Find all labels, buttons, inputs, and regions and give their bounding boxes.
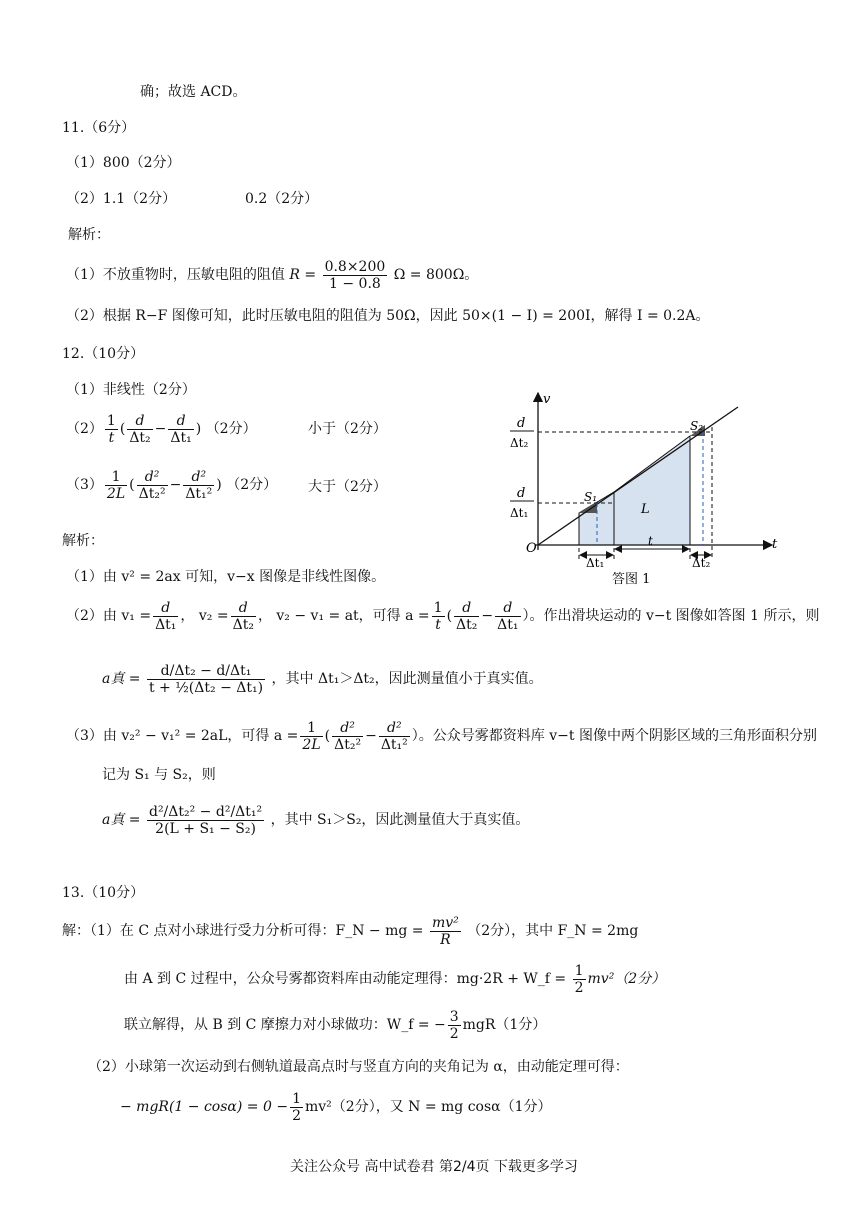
q12-e2-post: ）。作出滑块运动的 v−t 图像如答图 1 所示，则 bbox=[522, 608, 820, 624]
q13-step-2 bbox=[124, 960, 665, 998]
fraction bbox=[379, 720, 410, 753]
fraction-denominator: t + ½(Δt₂ − Δt₁) bbox=[148, 679, 264, 696]
fraction-numerator: d bbox=[495, 600, 520, 617]
q13-step-1 bbox=[62, 912, 638, 950]
q13-s2-post: mv²（2分） bbox=[587, 971, 666, 987]
fraction bbox=[127, 413, 152, 446]
q11-explain-1 bbox=[66, 258, 478, 292]
q13-s2-pre: 由 A 到 C 过程中，公众号雾都资料库由动能定理得：mg·2R + W_f = bbox=[124, 971, 567, 987]
fraction-denominator: Δt₁² bbox=[380, 736, 408, 753]
fraction bbox=[448, 1009, 461, 1042]
fraction bbox=[105, 413, 118, 446]
fraction bbox=[332, 720, 363, 753]
q12-e2-pre: （2）由 v₁ = bbox=[66, 608, 152, 624]
fraction bbox=[231, 600, 256, 633]
q11-answer-1: （1）800（2分） bbox=[66, 155, 181, 171]
fraction-denominator: Δt₂ bbox=[129, 429, 151, 446]
fraction bbox=[137, 469, 168, 502]
q11-analysis-label: 解析： bbox=[68, 227, 110, 243]
fraction-denominator: Δt₁ bbox=[497, 616, 519, 633]
fraction-denominator: 2 bbox=[292, 1107, 301, 1124]
fraction-numerator: 1 bbox=[105, 469, 127, 486]
fraction bbox=[430, 915, 461, 948]
fraction bbox=[105, 469, 127, 502]
fraction bbox=[153, 600, 178, 633]
fraction-numerator: 1 bbox=[292, 1090, 301, 1107]
fraction-numerator: d² bbox=[137, 469, 168, 486]
d-bot-label: d bbox=[517, 486, 526, 501]
fraction-numerator: mv² bbox=[431, 914, 459, 931]
q12-answer-3: （3） $\frac{1}{2L}$ ( $\frac{\text{d²}}{\text{Δt₂²}}$ − $\frac{\text{d²}}{\text{Δt₁²}}$ ) （2分） bbox=[66, 468, 278, 502]
fraction-numerator: d² bbox=[183, 469, 214, 486]
q11-answer-2a: （2）1.1（2分） bbox=[66, 191, 177, 207]
q12-explain-3b: 记为 S₁ 与 S₂，则 bbox=[102, 767, 216, 783]
q12-e3-pre: （3）由 v₂² − v₁² = 2aL，可得 a = bbox=[66, 728, 299, 744]
fraction bbox=[290, 1091, 303, 1124]
q13-step-5 bbox=[120, 1088, 552, 1126]
fraction-denominator: Δt₁ bbox=[155, 616, 177, 633]
q12-e3c-post: ，其中 S₁＞S₂，因此测量值大于真实值。 bbox=[270, 812, 530, 828]
q12-e2-mid2: ， v₂ − v₁ = at，可得 a = bbox=[257, 608, 430, 624]
q12-a3-post: （2分） bbox=[226, 477, 278, 493]
s1-label: S₁ bbox=[584, 490, 598, 504]
q13-s1-pre: 解：（1）在 C 点对小球进行受力分析可得：F_N − mg = bbox=[62, 923, 424, 939]
fraction-denominator: 2 bbox=[449, 1025, 459, 1042]
fraction-denominator: R bbox=[440, 931, 451, 948]
fraction-denominator: t bbox=[108, 429, 115, 446]
q12-answer-1: （1）非线性（2分） bbox=[66, 382, 196, 398]
fraction bbox=[573, 963, 586, 996]
fraction bbox=[300, 720, 322, 753]
q11-e1-pre: （1）不放重物时，压敏电阻的阻值 bbox=[66, 267, 285, 283]
fraction-numerator: d/Δt₂ − d/Δt₁ bbox=[147, 663, 265, 680]
fraction bbox=[147, 663, 265, 696]
fraction-denominator: t bbox=[435, 616, 441, 633]
q12-e2b-post: ，其中 Δt₁＞Δt₂，因此测量值小于真实值。 bbox=[271, 671, 543, 687]
shaded-region-L bbox=[614, 436, 690, 545]
fraction-numerator: d bbox=[168, 413, 193, 430]
q13-title: 13.（10分） bbox=[62, 885, 145, 901]
q13-step-3 bbox=[124, 1006, 546, 1044]
q11-e1-post: Ω = 800Ω。 bbox=[393, 267, 479, 283]
fraction bbox=[168, 413, 193, 446]
fraction-numerator: 1 bbox=[300, 720, 322, 737]
fraction bbox=[183, 469, 214, 502]
figure-caption: 答图 1 bbox=[612, 572, 651, 587]
q12-explain-2: （2）由 v₁ = $\frac{d}{\text{Δt₁}}$ ， v₂ = $\frac{d}{\text{Δt₂}}$ ， v₂ − v₁ = at，可得 a = $\frac{1}{t}$ ( $\frac{d}{\text{Δt₂}}$ − $\frac{d}{\text{Δt₁}}$ ）。作出滑块运动的 v−t 图像如答图 1 所示，则 bbox=[66, 599, 820, 633]
q13-s5-pre: − mgR(1 − cosα) = 0 − bbox=[120, 1099, 289, 1115]
dt1-left-label: Δt₁ bbox=[510, 506, 529, 520]
dt1-bottom-label: Δt₁ bbox=[586, 556, 605, 570]
v-axis-label: v bbox=[543, 392, 551, 407]
q11-answer-2b: 0.2（2分） bbox=[245, 191, 319, 207]
fraction-denominator: Δt₂² bbox=[138, 485, 166, 502]
fraction-denominator: Δt₂ bbox=[232, 616, 254, 633]
l-label: L bbox=[641, 502, 650, 517]
fraction-numerator: 0.8×200 bbox=[324, 258, 386, 275]
q13-s5-post: mv²（2分），又 N = mg cosα（1分） bbox=[304, 1099, 552, 1115]
dt2-bottom-label: Δt₂ bbox=[692, 556, 711, 570]
q12-answer-2-right: 小于（2分） bbox=[308, 421, 387, 437]
t-axis-label: t bbox=[772, 537, 778, 552]
fraction-denominator: 2 bbox=[574, 979, 584, 996]
fraction-numerator: d bbox=[127, 413, 152, 430]
q13-s3-pre: 联立解得，从 B 到 C 摩擦力对小球做功：W_f = − bbox=[124, 1017, 446, 1033]
fraction-numerator: 1 bbox=[106, 412, 116, 429]
q12-a2-pre: （2） bbox=[66, 421, 103, 437]
q12-e2b-lhs: a真 = bbox=[102, 671, 141, 687]
fraction-numerator: 1 bbox=[574, 962, 584, 979]
fraction-denominator: Δt₂ bbox=[456, 616, 478, 633]
q12-explain-1: （1）由 v² = 2ax 可知，v−x 图像是非线性图像。 bbox=[66, 569, 386, 585]
q12-e2-mid1: ， v₂ = bbox=[180, 608, 229, 624]
fraction-denominator: 2L bbox=[302, 736, 321, 753]
fraction-numerator: 3 bbox=[449, 1008, 459, 1025]
q12-analysis-label: 解析： bbox=[62, 533, 104, 549]
vt-graph-figure bbox=[500, 385, 790, 595]
fraction-numerator: d bbox=[454, 600, 479, 617]
page-footer: 关注公众号 高中试卷君 第2/4页 下载更多学习 bbox=[290, 1159, 578, 1175]
fraction-denominator: 1 − 0.8 bbox=[329, 275, 381, 292]
fraction-numerator: d²/Δt₂² − d²/Δt₁² bbox=[148, 803, 263, 820]
text-line: 确；故选 ACD。 bbox=[140, 84, 247, 100]
fraction bbox=[454, 600, 479, 633]
fraction bbox=[432, 600, 445, 633]
fraction-denominator: Δt₁ bbox=[170, 429, 192, 446]
q12-e3c-lhs: a真 = bbox=[102, 812, 141, 828]
fraction-numerator: d bbox=[231, 600, 256, 617]
q13-s1-post: （2分），其中 F_N = 2mg bbox=[467, 923, 639, 939]
q12-answer-3-right: 大于（2分） bbox=[308, 479, 387, 495]
fraction-denominator: 2(L + S₁ − S₂) bbox=[155, 820, 256, 837]
fraction-numerator: 1 bbox=[433, 599, 443, 616]
q12-a3-pre: （3） bbox=[66, 477, 103, 493]
origin-label: O bbox=[526, 541, 537, 556]
fraction-denominator: Δt₁² bbox=[185, 485, 213, 502]
fraction-denominator: Δt₂² bbox=[334, 736, 362, 753]
fraction-denominator: 2L bbox=[106, 485, 126, 502]
d-top-label: d bbox=[517, 416, 526, 431]
fraction bbox=[495, 600, 520, 633]
q11-explain-2: （2）根据 R−F 图像可知，此时压敏电阻的阻值为 50Ω，因此 50×(1 − I) = 200I，解得 I = 0.2A。 bbox=[66, 308, 710, 324]
q11-e1-fraction bbox=[323, 259, 388, 292]
q12-a2-post: （2分） bbox=[205, 421, 257, 437]
q11-e1-eq: R = bbox=[289, 267, 317, 283]
fraction bbox=[147, 804, 264, 837]
fraction-numerator: d bbox=[153, 600, 178, 617]
q11-title: 11.（6分） bbox=[62, 120, 136, 136]
q12-explain-3: （3）由 v₂² − v₁² = 2aL，可得 a = $\frac{1}{2L}$ ( $\frac{\text{d²}}{\text{Δt₂²}}$ − $\frac{\text{d²}}{\text{Δt₁²}}$ ）。公众号雾都资料库 v−t 图像中两个阴影区域的三角形面积分别 bbox=[66, 719, 817, 753]
q12-answer-2: （2） $\frac{1}{t}$ ( $\frac{d}{\text{Δt₂}}$ − $\frac{d}{\text{Δt₁}}$ ) （2分） bbox=[66, 412, 257, 446]
fraction-numerator: d² bbox=[379, 720, 410, 737]
t-mid-label: t bbox=[648, 534, 653, 548]
s2-label: S₂ bbox=[690, 419, 704, 433]
q13-step-4: （2）小球第一次运动到右侧轨道最高点时与竖直方向的夹角记为 α，由动能定理可得： bbox=[88, 1059, 629, 1075]
q13-s3-post: mgR（1分） bbox=[462, 1017, 547, 1033]
fraction-numerator: d² bbox=[332, 720, 363, 737]
dt2-left-label: Δt₂ bbox=[510, 436, 529, 450]
q12-e3-post: ）。公众号雾都资料库 v−t 图像中两个阴影区域的三角形面积分别 bbox=[411, 728, 817, 744]
q12-title: 12.（10分） bbox=[62, 346, 145, 362]
q12-explain-2b bbox=[102, 658, 543, 700]
q12-explain-3c bbox=[102, 798, 529, 842]
